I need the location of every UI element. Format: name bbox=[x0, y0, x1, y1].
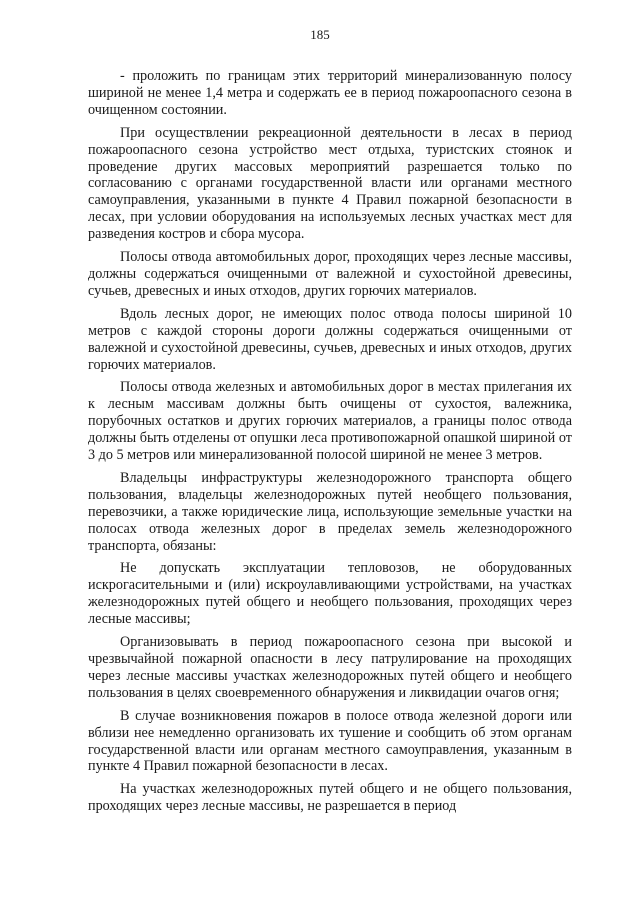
paragraph-6: Владельцы инфраструктуры железнодорожного транспорта общего пользования, владельцы железнодорожных путей необщего пользования, перевозчики, а также юридические лица, использующие земельные участки на полосах отвода железных дорог в пределах земель железнодорожного транспорта, обязаны: bbox=[88, 469, 572, 554]
paragraph-3: Полосы отвода автомобильных дорог, проходящих через лесные массивы, должны содержаться очищенными от валежной и сухостойной древесины, сучьев, древесных и иных отходов, других горючих материалов. bbox=[88, 249, 572, 299]
paragraph-10: На участках железнодорожных путей общего и не общего пользования, проходящих через лесные массивы, не разрешается в период bbox=[88, 781, 572, 815]
paragraph-8: Организовывать в период пожароопасного сезона при высокой и чрезвычайной пожарной опасности в лесу патрулирование на проходящих через лесные массивы участках железнодорожных путей общего и необщего пользования в целях своевременного обнаружения и ликвидации очагов огня; bbox=[88, 634, 572, 701]
page-number: 185 bbox=[310, 27, 330, 42]
document-body bbox=[88, 68, 572, 821]
paragraph-1: - проложить по границам этих территорий минерализованную полосу шириной не менее 1,4 метра и содержать ее в период пожароопасного сезона в очищенном состоянии. bbox=[88, 68, 572, 118]
paragraph-7: Не допускать эксплуатации тепловозов, не оборудованных искрогасительными и (или) искроулавливающими устройствами, на участках железнодорожных путей общего и необщего пользования, проходящих через лесные массивы; bbox=[88, 560, 572, 628]
paragraph-4: Вдоль лесных дорог, не имеющих полос отвода полосы шириной 10 метров с каждой стороны дороги должны содержаться очищенными от валежной и сухостойной древесины, сучьев, древесных и иных отходов, других горючих материалов. bbox=[88, 305, 572, 373]
paragraph-9: В случае возникновения пожаров в полосе отвода железной дороги или вблизи нее немедленно организовать их тушение и сообщить об этом органам государственной власти или органам местного самоуправления, указанным в пункте 4 Правил пожарной безопасности в лесах. bbox=[88, 707, 572, 775]
paragraph-5: Полосы отвода железных и автомобильных дорог в местах прилегания их к лесным массивам должны быть очищены от сухостоя, валежника, порубочных остатков и других горючих материалов, а границы полос отвода должны быть отделены от опушки леса противопожарной опашкой шириной от 3 до 5 метров или минерализованной полосой шириной не менее 3 метров. bbox=[88, 379, 572, 464]
paragraph-2: При осуществлении рекреационной деятельности в лесах в период пожароопасного сезона устройство мест отдыха, туристских стоянок и проведение других массовых мероприятий разрешается только по согласованию с органами государственной власти или органами местного самоуправления, указанными в пункте 4 Правил пожарной безопасности в лесах, при условии оборудования на используемых лесных участках мест для разведения костров и сбора мусора. bbox=[88, 124, 572, 243]
